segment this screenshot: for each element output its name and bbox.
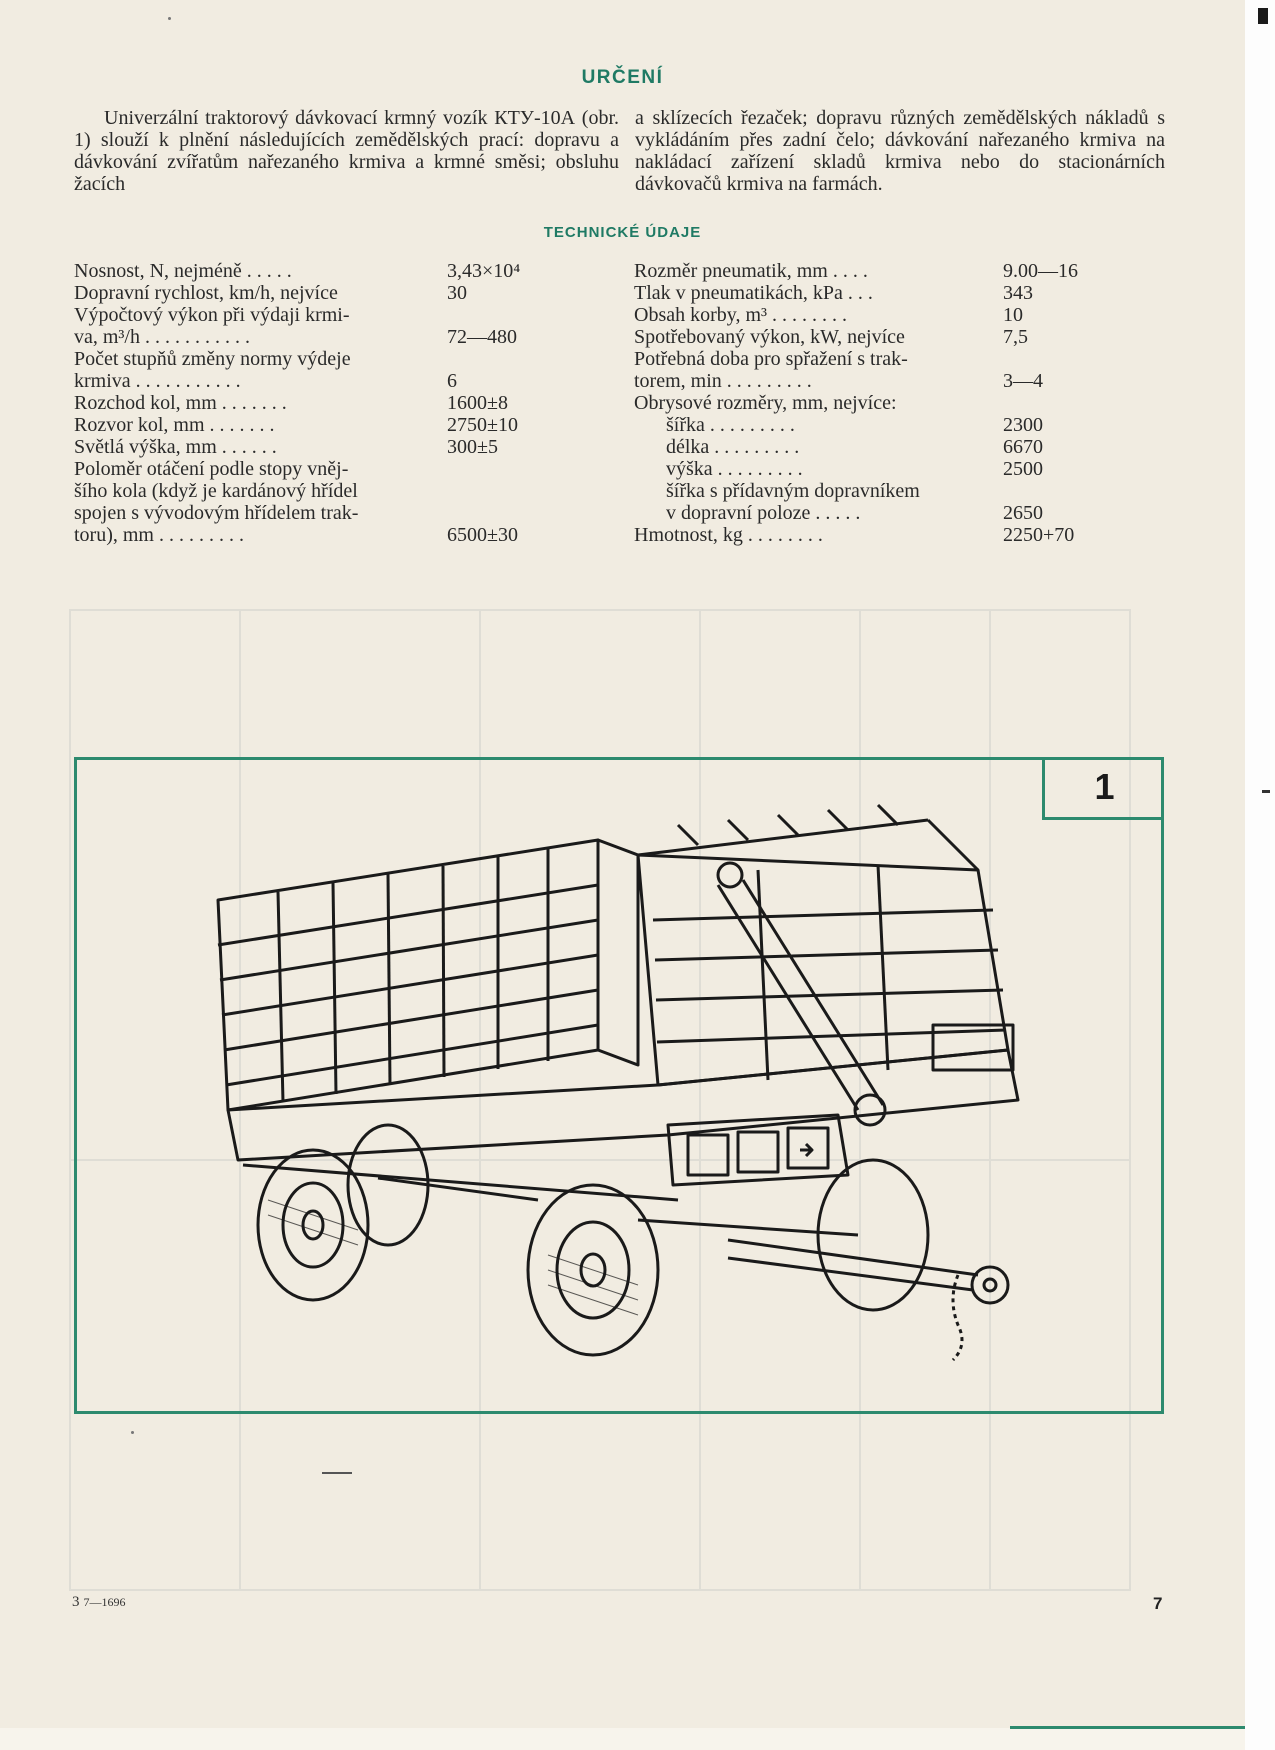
scan-edge-mark — [1258, 8, 1268, 24]
spec-value: 72—480 — [447, 326, 517, 348]
spec-label: Obrysové rozměry, mm, nejvíce: — [634, 392, 897, 414]
spec-value: 30 — [447, 282, 467, 304]
spec-label: Rozchod kol, mm . . . . . . . — [74, 392, 287, 414]
spec-label: Dopravní rychlost, km/h, nejvíce — [74, 282, 338, 304]
spec-row — [634, 392, 1114, 414]
spec-value: 6500±30 — [447, 524, 518, 546]
spec-row — [634, 480, 1114, 502]
spec-row — [74, 436, 574, 458]
spec-row — [634, 524, 1114, 546]
spec-row — [634, 436, 1114, 458]
scan-bottom-edge — [0, 1728, 1245, 1750]
spec-label: v dopravní poloze . . . . . — [666, 502, 861, 524]
spec-value: 2750±10 — [447, 414, 518, 436]
spec-label: výška . . . . . . . . . — [666, 458, 803, 480]
spec-row — [634, 326, 1114, 348]
trailer-illustration — [78, 780, 1078, 1380]
section-heading-purpose: URČENÍ — [581, 67, 664, 88]
spec-row — [634, 414, 1114, 436]
spec-value: 3—4 — [1003, 370, 1043, 392]
spec-value: 6 — [447, 370, 457, 392]
spec-label: Spotřebovaný výkon, kW, nejvíce — [634, 326, 905, 348]
spec-label: spojen s vývodovým hřídelem trak- — [74, 502, 359, 524]
spec-label: toru), mm . . . . . . . . . — [74, 524, 244, 546]
scan-edge-mark — [1262, 790, 1270, 793]
specs-left-column — [74, 260, 574, 546]
spec-label: Rozvor kol, mm . . . . . . . — [74, 414, 275, 436]
spec-row — [74, 392, 574, 414]
spec-row — [74, 260, 574, 282]
spec-row — [634, 458, 1114, 480]
spec-label: šířka s přídavným dopravníkem — [666, 480, 920, 502]
spec-value: 2300 — [1003, 414, 1043, 436]
scan-edge — [1245, 0, 1275, 1750]
spec-row — [74, 502, 574, 524]
spec-value: 343 — [1003, 282, 1033, 304]
section-heading-technical: TECHNICKÉ ÚDAJE — [543, 224, 702, 241]
spec-value: 2250+70 — [1003, 524, 1075, 546]
spec-label: Světlá výška, mm . . . . . . — [74, 436, 277, 458]
spec-row — [74, 480, 574, 502]
speck — [131, 1431, 134, 1434]
divider-mark — [322, 1472, 352, 1474]
spec-value: 2500 — [1003, 458, 1043, 480]
spec-value: 2650 — [1003, 502, 1043, 524]
spec-label: šířka . . . . . . . . . — [666, 414, 795, 436]
spec-row — [74, 348, 574, 370]
spec-row — [74, 414, 574, 436]
spec-label: Rozměr pneumatik, mm . . . . — [634, 260, 868, 282]
spec-value: 7,5 — [1003, 326, 1028, 348]
spec-row — [634, 370, 1114, 392]
spec-label: Výpočtový výkon při výdaji krmi- — [74, 304, 350, 326]
spec-row — [74, 282, 574, 304]
spec-value: 10 — [1003, 304, 1023, 326]
speck — [168, 17, 171, 20]
spec-value: 1600±8 — [447, 392, 508, 414]
page-number: 7 — [1153, 1594, 1163, 1613]
spec-row — [634, 348, 1114, 370]
spec-label: Tlak v pneumatikách, kPa . . . — [634, 282, 873, 304]
spec-value: 6670 — [1003, 436, 1043, 458]
spec-label: Obsah korby, m³ . . . . . . . . — [634, 304, 848, 326]
spec-label: Nosnost, N, nejméně . . . . . — [74, 260, 292, 282]
spec-label: Poloměr otáčení podle stopy vněj- — [74, 458, 349, 480]
footer-print-code — [72, 1594, 126, 1611]
spec-row — [74, 370, 574, 392]
intro-paragraph-right: a sklízecích řezaček; dopravu různých zemědělských nákladů s vykládáním přes zadní čelo; dávkování nařezaného krmiva na nakládací zařízení skladů krmiva nebo do stacionárních dávkovačů krmiva na farmách. — [635, 107, 1165, 195]
spec-row — [634, 260, 1114, 282]
spec-label: Počet stupňů změny normy výdeje — [74, 348, 351, 370]
spec-label: délka . . . . . . . . . — [666, 436, 800, 458]
spec-value: 3,43×10⁴ — [447, 260, 521, 282]
footer-print-number: 7—1696 — [83, 1595, 126, 1609]
green-edge-strip — [1010, 1726, 1245, 1729]
figure-number: 1 — [1094, 766, 1115, 807]
spec-value: 9.00—16 — [1003, 260, 1078, 282]
spec-row — [74, 458, 574, 480]
spec-row — [634, 502, 1114, 524]
spec-row — [634, 282, 1114, 304]
spec-label: Potřebná doba pro spřažení s trak- — [634, 348, 908, 370]
specs-right-column — [634, 260, 1114, 546]
spec-label: krmiva . . . . . . . . . . . — [74, 370, 241, 392]
spec-label: šího kola (když je kardánový hřídel — [74, 480, 358, 502]
footer-signature: 3 — [72, 1594, 80, 1610]
spec-row — [74, 304, 574, 326]
intro-paragraph-left: Univerzální traktorový dávkovací krmný vozík КТУ-10А (obr. 1) slouží k plnění následujících zemědělských prací: dopravu a dávkování zvířatům nařezaného krmiva a krmné směsi; obsluhu žacích — [74, 107, 619, 195]
spec-label: va, m³/h . . . . . . . . . . . — [74, 326, 250, 348]
spec-label: Hmotnost, kg . . . . . . . . — [634, 524, 823, 546]
spec-row — [634, 304, 1114, 326]
spec-label: torem, min . . . . . . . . . — [634, 370, 812, 392]
spec-value: 300±5 — [447, 436, 498, 458]
spec-row — [74, 524, 574, 546]
spec-row — [74, 326, 574, 348]
